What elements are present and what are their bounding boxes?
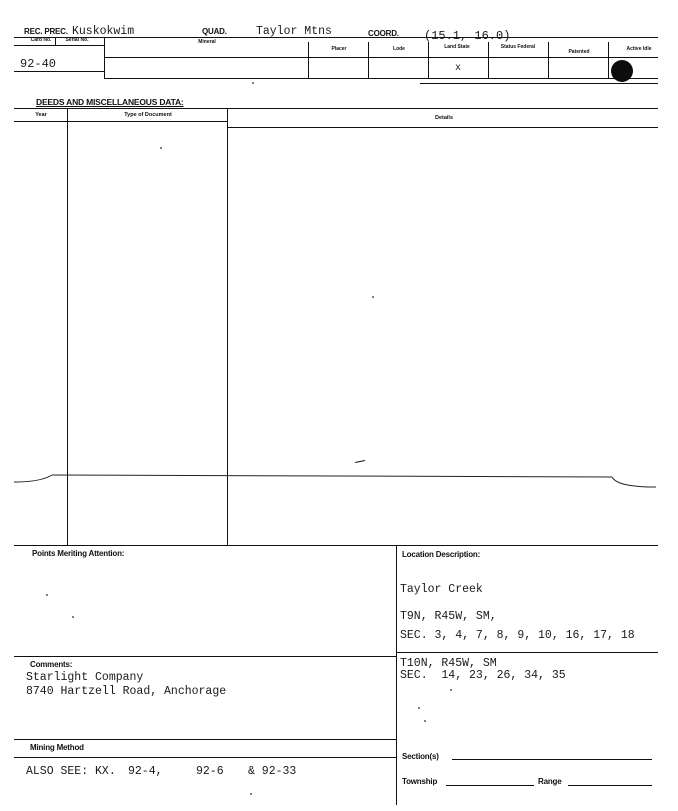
location-mid-rule	[396, 652, 658, 653]
land-state-mark: x	[455, 63, 462, 74]
speck	[72, 616, 74, 618]
lower-section-top-rule	[14, 545, 658, 546]
patented-header: Patented	[568, 49, 590, 55]
sections-label: Section(s)	[402, 752, 439, 761]
township-label: Township	[402, 777, 438, 786]
speck	[424, 720, 426, 722]
year-header: Year	[35, 112, 47, 118]
active-idle-header: Active Idle	[626, 46, 652, 52]
col-divider-7	[608, 42, 609, 78]
rec-prec-label: REC. PREC.	[24, 27, 68, 36]
location-line-2: SEC. 3, 4, 7, 8, 9, 10, 16, 17, 18	[400, 629, 635, 642]
points-meriting-attention-label: Points Meriting Attention:	[32, 549, 125, 558]
deeds-top-rule	[14, 108, 658, 109]
speck	[160, 147, 162, 149]
also-see-ref-2: 92-6	[196, 765, 224, 778]
range-fill-line	[568, 785, 652, 786]
lode-header: Lode	[393, 46, 405, 52]
location-place: Taylor Creek	[400, 583, 483, 596]
card-no-header: Card No.	[30, 37, 52, 43]
col-divider-5	[488, 42, 489, 78]
mining-method-label: Mining Method	[30, 743, 84, 752]
quad-label: QUAD.	[202, 27, 227, 36]
location-line-4: SEC. 14, 23, 26, 34, 35	[400, 669, 566, 682]
deeds-left-header-rule	[14, 121, 228, 122]
col-divider-4	[428, 42, 429, 78]
rec-prec-value: Kuskokwim	[72, 25, 135, 38]
speck	[250, 793, 252, 795]
col-divider-2	[308, 42, 309, 78]
quad-value: Taylor Mtns	[256, 25, 332, 38]
lower-section-divider	[396, 545, 397, 805]
coord-label: COORD.	[368, 29, 399, 38]
township-fill-line	[446, 785, 534, 786]
mining-top-rule	[14, 739, 396, 740]
mineral-header: Mineral	[198, 39, 216, 45]
placer-header: Placer	[331, 46, 347, 52]
type-of-document-header: Type of Document	[124, 112, 172, 118]
location-description-label: Location Description:	[402, 550, 481, 559]
details-header: Details	[434, 115, 454, 121]
speck	[418, 707, 420, 709]
serial-no-header: Serial No.	[65, 37, 89, 43]
status-federal-header: Status Federal	[500, 44, 536, 50]
column-header-rule	[104, 57, 658, 58]
row-bottom-rule	[104, 78, 658, 79]
comments-line-1: Starlight Company	[26, 671, 144, 684]
col-divider-3	[368, 42, 369, 78]
card-serial-rule	[14, 45, 104, 46]
sections-fill-line	[452, 759, 652, 760]
card-no-value: 92-40	[20, 57, 57, 71]
location-line-1: T9N, R45W, SM,	[400, 610, 497, 623]
col-divider-1	[104, 37, 105, 78]
mining-bottom-rule	[14, 757, 396, 758]
speck	[46, 594, 48, 596]
page-fold-crease	[0, 462, 678, 502]
active-indicator-dot	[611, 60, 633, 82]
deeds-right-header-rule	[228, 127, 658, 128]
coord-value: (15.1, 16.0)	[424, 29, 511, 43]
comments-top-rule	[14, 656, 396, 657]
speck	[252, 82, 254, 84]
header-rule	[14, 37, 658, 38]
range-label: Range	[538, 777, 562, 786]
row-under-rule	[420, 83, 658, 84]
location-line-3: T10N, R45W, SM	[400, 657, 497, 670]
speck	[372, 296, 374, 298]
land-state-header: Land State	[444, 44, 470, 50]
col-divider-6	[548, 42, 549, 78]
comments-line-2: 8740 Hartzell Road, Anchorage	[26, 685, 227, 698]
comments-label: Comments:	[30, 660, 73, 669]
deeds-title: DEEDS AND MISCELLANEOUS DATA:	[36, 97, 184, 107]
also-see-ref-1: 92-4,	[128, 765, 163, 778]
card-serial-divider	[55, 37, 56, 46]
also-see-prefix: ALSO SEE: KX.	[26, 765, 116, 778]
also-see-ref-3: & 92-33	[248, 765, 297, 778]
card-row-rule	[14, 71, 104, 72]
speck	[450, 689, 452, 691]
